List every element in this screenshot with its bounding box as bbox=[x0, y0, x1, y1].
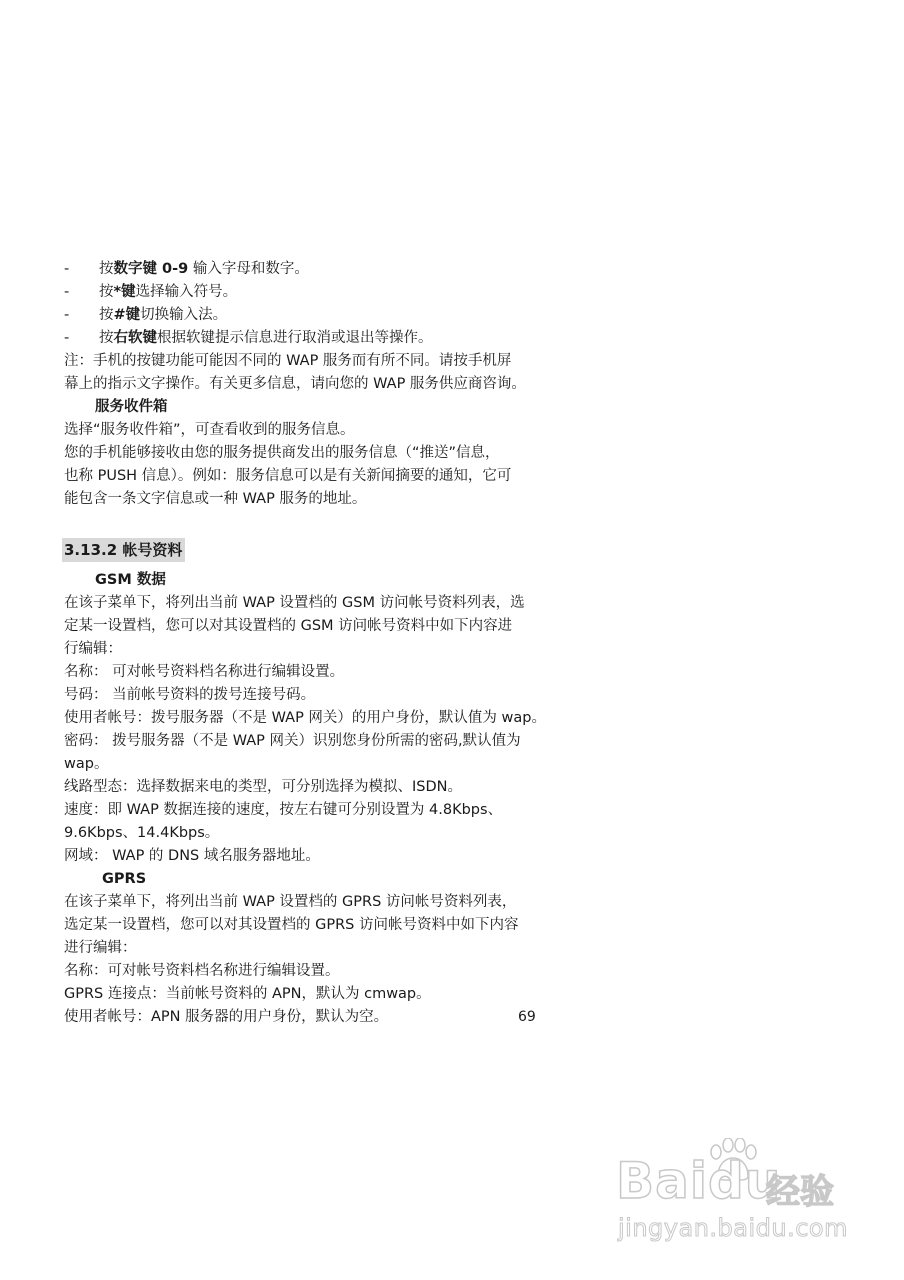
gsm-paragraph bbox=[64, 592, 554, 868]
text-line: 选择“服务收件箱”，可查看收到的服务信息。 bbox=[64, 422, 355, 438]
text-line: 您的手机能够接收由您的服务提供商发出的服务信息（“推送”信息， bbox=[64, 445, 500, 461]
section-heading-wrap bbox=[64, 538, 554, 564]
gsm-heading: GSM 数据 bbox=[95, 572, 166, 588]
watermark-brand: Baidu bbox=[616, 1152, 782, 1210]
key-name: 数字键 0-9 bbox=[113, 261, 189, 277]
text-line: 号码： 当前帐号资料的拨号连接号码。 bbox=[64, 687, 316, 703]
bullet-item: - 按#键切换输入法。 bbox=[64, 304, 554, 327]
bullet-dash: - bbox=[64, 330, 70, 346]
text-line: 进行编辑： bbox=[64, 940, 137, 956]
text-line: 使用者帐号：拨号服务器（不是 WAP 网关）的用户身份，默认值为 wap。 bbox=[64, 710, 546, 726]
section-heading: 3.13.2 帐号资料 bbox=[62, 538, 185, 562]
watermark-brand-jingyan: 经验 bbox=[766, 1172, 834, 1212]
key-bullet-list bbox=[64, 258, 554, 350]
bullet-dash: - bbox=[64, 261, 70, 277]
text-line: 在该子菜单下，将列出当前 WAP 设置档的 GSM 访问帐号资料列表，选 bbox=[64, 595, 525, 611]
text-line: 在该子菜单下，将列出当前 WAP 设置档的 GPRS 访问帐号资料列表， bbox=[64, 894, 517, 910]
text-line: 名称：可对帐号资料档名称进行编辑设置。 bbox=[64, 963, 340, 979]
text-line: 能包含一条文字信息或一种 WAP 服务的地址。 bbox=[64, 491, 367, 507]
gprs-paragraph bbox=[64, 891, 554, 1029]
text-line: 注：手机的按键功能可能因不同的 WAP 服务而有所不同。请按手机屏 bbox=[64, 353, 512, 369]
text-line: GPRS 连接点：当前帐号资料的 APN，默认为 cmwap。 bbox=[64, 986, 431, 1002]
bullet-item: - 按数字键 0-9 输入字母和数字。 bbox=[64, 258, 554, 281]
text-line: 密码： 拨号服务器（不是 WAP 网关）识别您身份所需的密码,默认值为 bbox=[64, 733, 521, 749]
bullet-item: - 按*键选择输入符号。 bbox=[64, 281, 554, 304]
document-page bbox=[64, 258, 554, 1029]
page-number: 69 bbox=[518, 1009, 536, 1025]
watermark-url: jingyan.baidu.com bbox=[618, 1214, 848, 1242]
text-line: 线路型态：选择数据来电的类型，可分别选择为模拟、ISDN。 bbox=[64, 779, 462, 795]
inbox-paragraph bbox=[64, 419, 554, 511]
gprs-heading: GPRS bbox=[102, 871, 147, 887]
text-line: 9.6Kbps、14.4Kbps。 bbox=[64, 825, 220, 841]
text-line: 选定某一设置档，您可以对其设置档的 GPRS 访问帐号资料中如下内容 bbox=[64, 917, 519, 933]
text-line: 定某一设置档，您可以对其设置档的 GSM 访问帐号资料中如下内容进 bbox=[64, 618, 513, 634]
text-line: wap。 bbox=[64, 756, 109, 772]
text-line: 网域： WAP 的 DNS 域名服务器地址。 bbox=[64, 848, 320, 864]
baidu-jingyan-watermark bbox=[616, 1138, 856, 1248]
bullet-dash: - bbox=[64, 307, 70, 323]
text-line: 幕上的指示文字操作。有关更多信息，请向您的 WAP 服务供应商咨询。 bbox=[64, 376, 526, 392]
bullet-dash: - bbox=[64, 284, 70, 300]
bullet-item: - 按右软键根据软键提示信息进行取消或退出等操作。 bbox=[64, 327, 554, 350]
text-line: 也称 PUSH 信息）。例如：服务信息可以是有关新闻摘要的通知，它可 bbox=[64, 468, 512, 484]
text-line: 名称： 可对帐号资料档名称进行编辑设置。 bbox=[64, 664, 345, 680]
text-line: 使用者帐号：APN 服务器的用户身份，默认为空。 bbox=[64, 1009, 389, 1025]
text-line: 速度：即 WAP 数据连接的速度，按左右键可分别设置为 4.8Kbps、 bbox=[64, 802, 503, 818]
inbox-heading: 服务收件箱 bbox=[95, 399, 168, 415]
key-name: *键 bbox=[113, 284, 136, 300]
note-paragraph bbox=[64, 350, 554, 396]
text-line: 行编辑： bbox=[64, 641, 122, 657]
key-name: #键 bbox=[113, 307, 141, 323]
key-name: 右软键 bbox=[113, 330, 157, 346]
